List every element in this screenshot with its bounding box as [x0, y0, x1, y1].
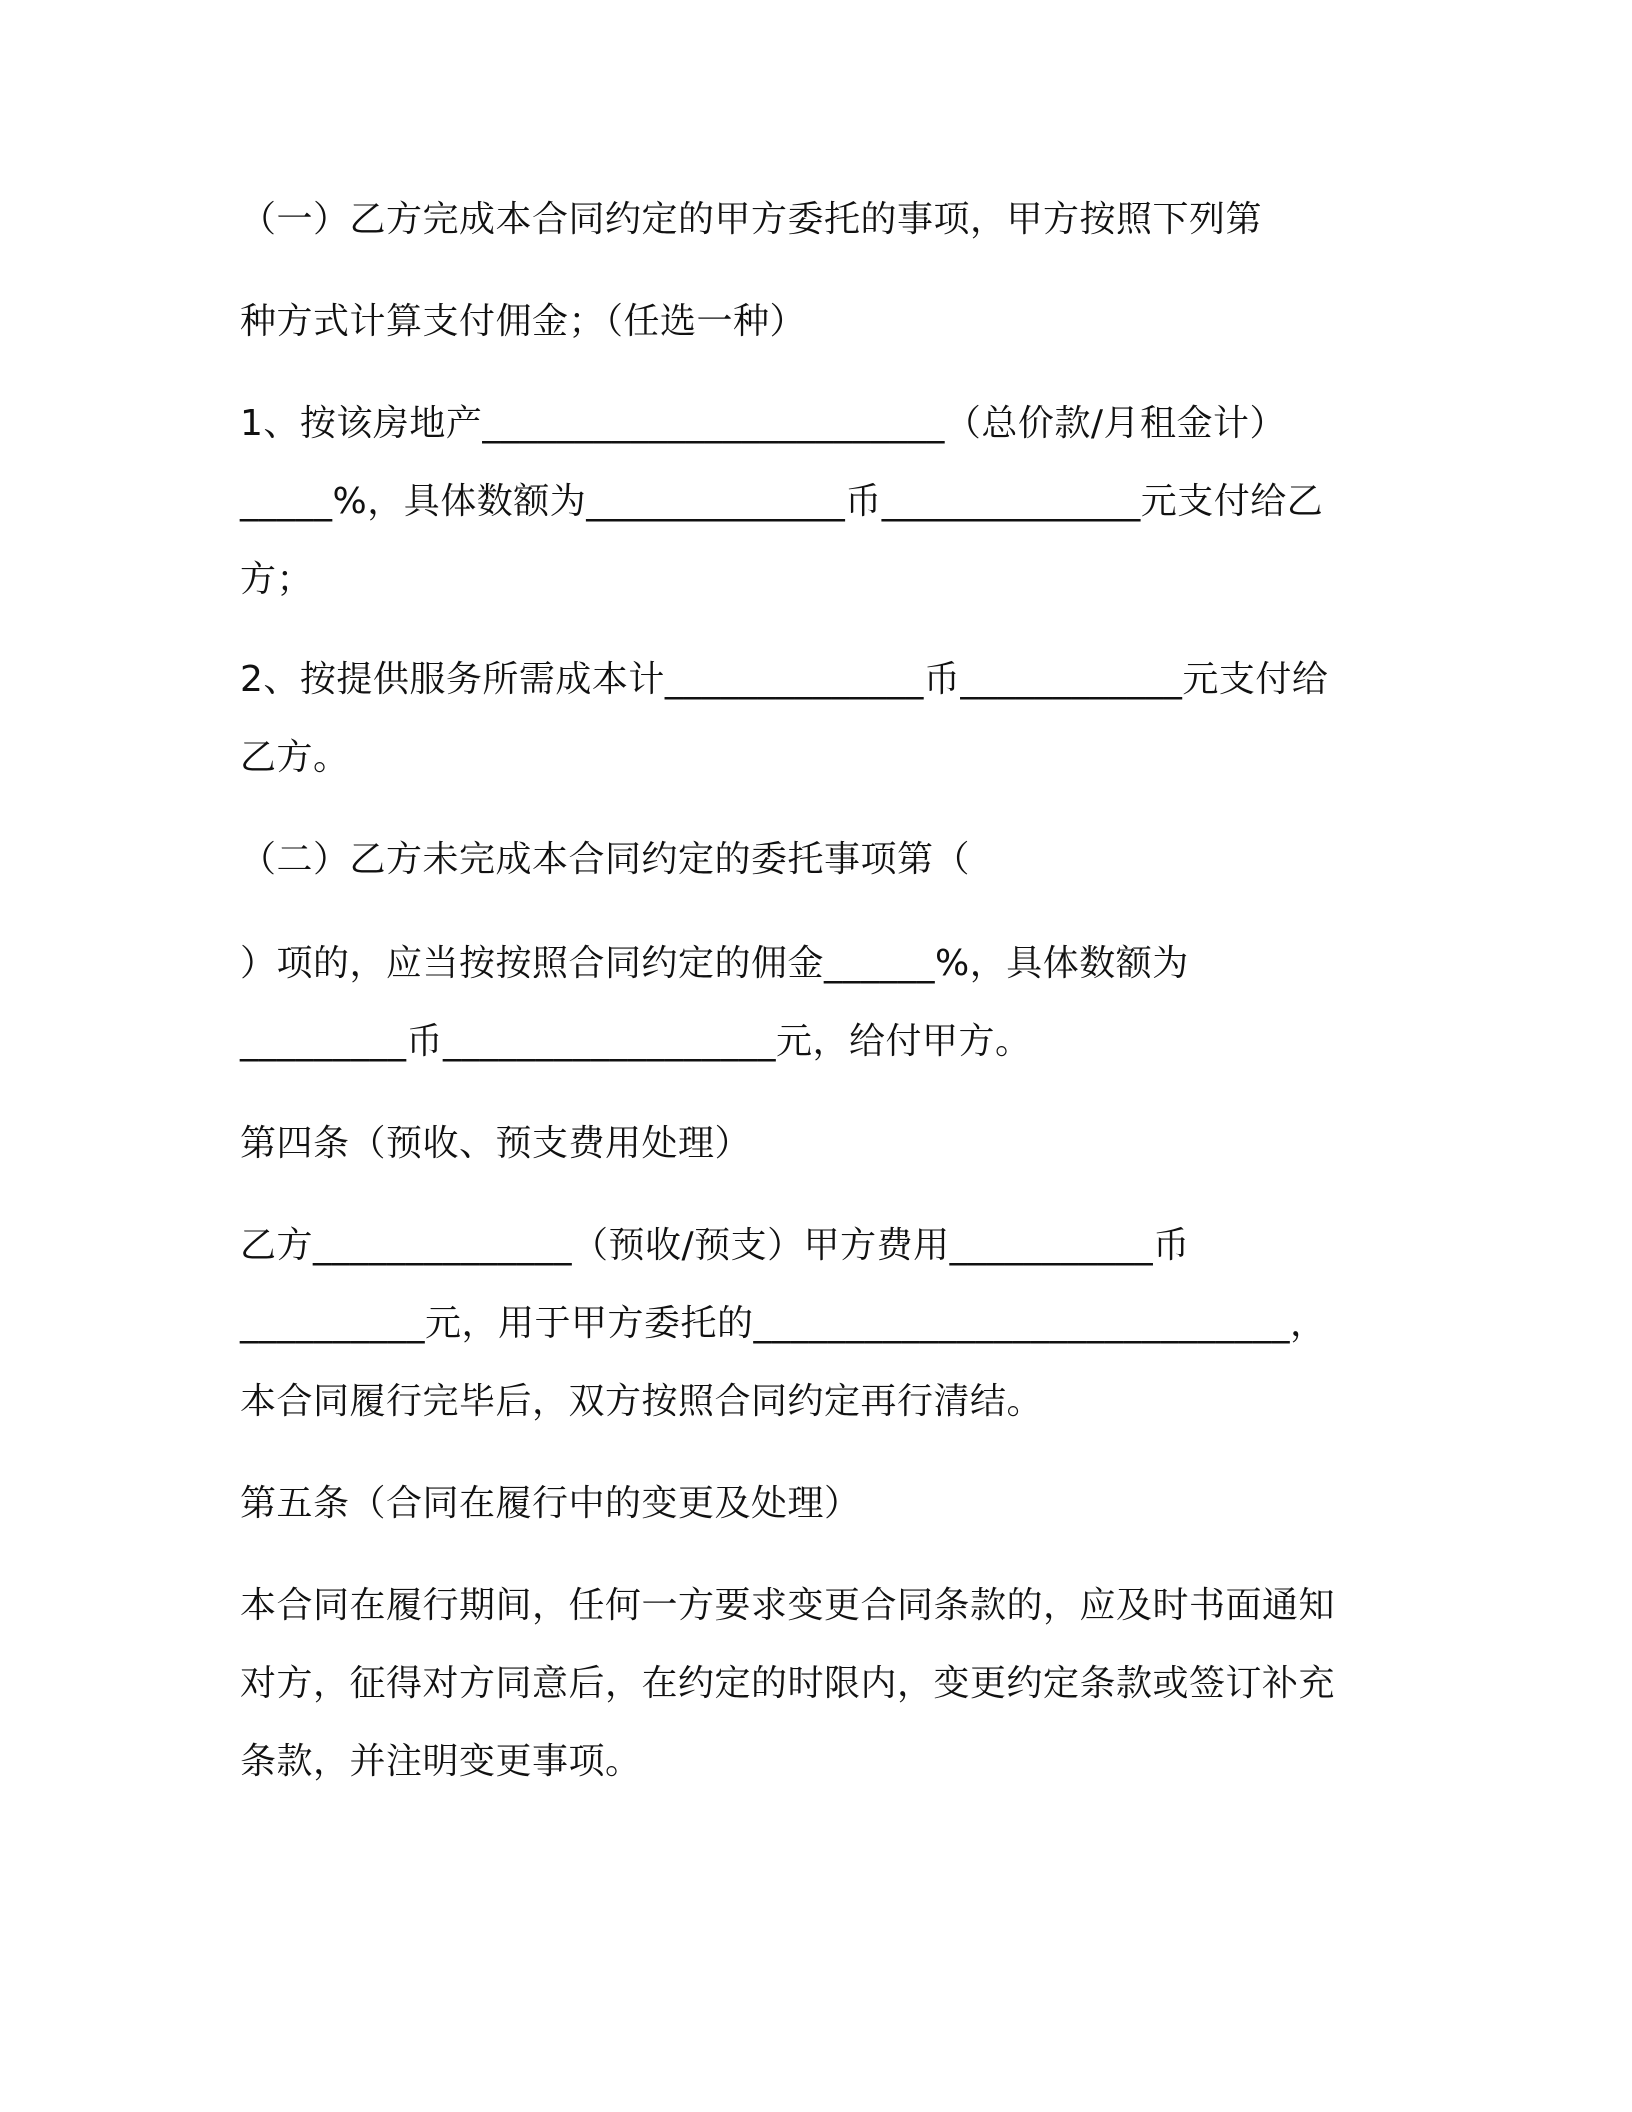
article-5-line-3: 条款，并注明变更事项。 — [240, 1741, 642, 1782]
article-4-line-1: 乙方______________（预收/预支）甲方费用___________币 — [240, 1225, 1190, 1266]
clause-1-intro-line-2: 种方式计算支付佣金；（任选一种） — [240, 301, 807, 342]
clause-2-line-3: _________币__________________元，给付甲方。 — [240, 1021, 1032, 1062]
article-5-line-1: 本合同在履行期间，任何一方要求变更合同条款的，应及时书面通知 — [240, 1585, 1336, 1626]
option-2-line-2: 乙方。 — [240, 737, 350, 778]
clause-1-intro-line-1: （一）乙方完成本合同约定的甲方委托的事项，甲方按照下列第 — [240, 199, 1263, 240]
option-2-line-1: 2、按提供服务所需成本计______________币____________元支付给 — [240, 659, 1329, 700]
clause-2-line-1: （二）乙方未完成本合同约定的委托事项第（ — [240, 839, 971, 880]
article-4-line-2: __________元，用于甲方委托的_____________________________， — [240, 1303, 1327, 1344]
clause-2-line-2: ）项的，应当按按照合同约定的佣金______%，具体数额为 — [240, 943, 1189, 984]
article-5-line-2: 对方，征得对方同意后，在约定的时限内，变更约定条款或签订补充 — [240, 1663, 1336, 1704]
option-1-line-1: 1、按该房地产_________________________（总价款/月租金计） — [240, 403, 1287, 444]
article-5-heading: 第五条（合同在履行中的变更及处理） — [240, 1483, 861, 1524]
option-1-line-2: _____%，具体数额为______________币______________元支付给乙 — [240, 481, 1324, 522]
option-1-line-3: 方； — [240, 559, 314, 600]
article-4-heading: 第四条（预收、预支费用处理） — [240, 1123, 752, 1164]
article-4-line-3: 本合同履行完毕后，双方按照合同约定再行清结。 — [240, 1381, 1044, 1422]
